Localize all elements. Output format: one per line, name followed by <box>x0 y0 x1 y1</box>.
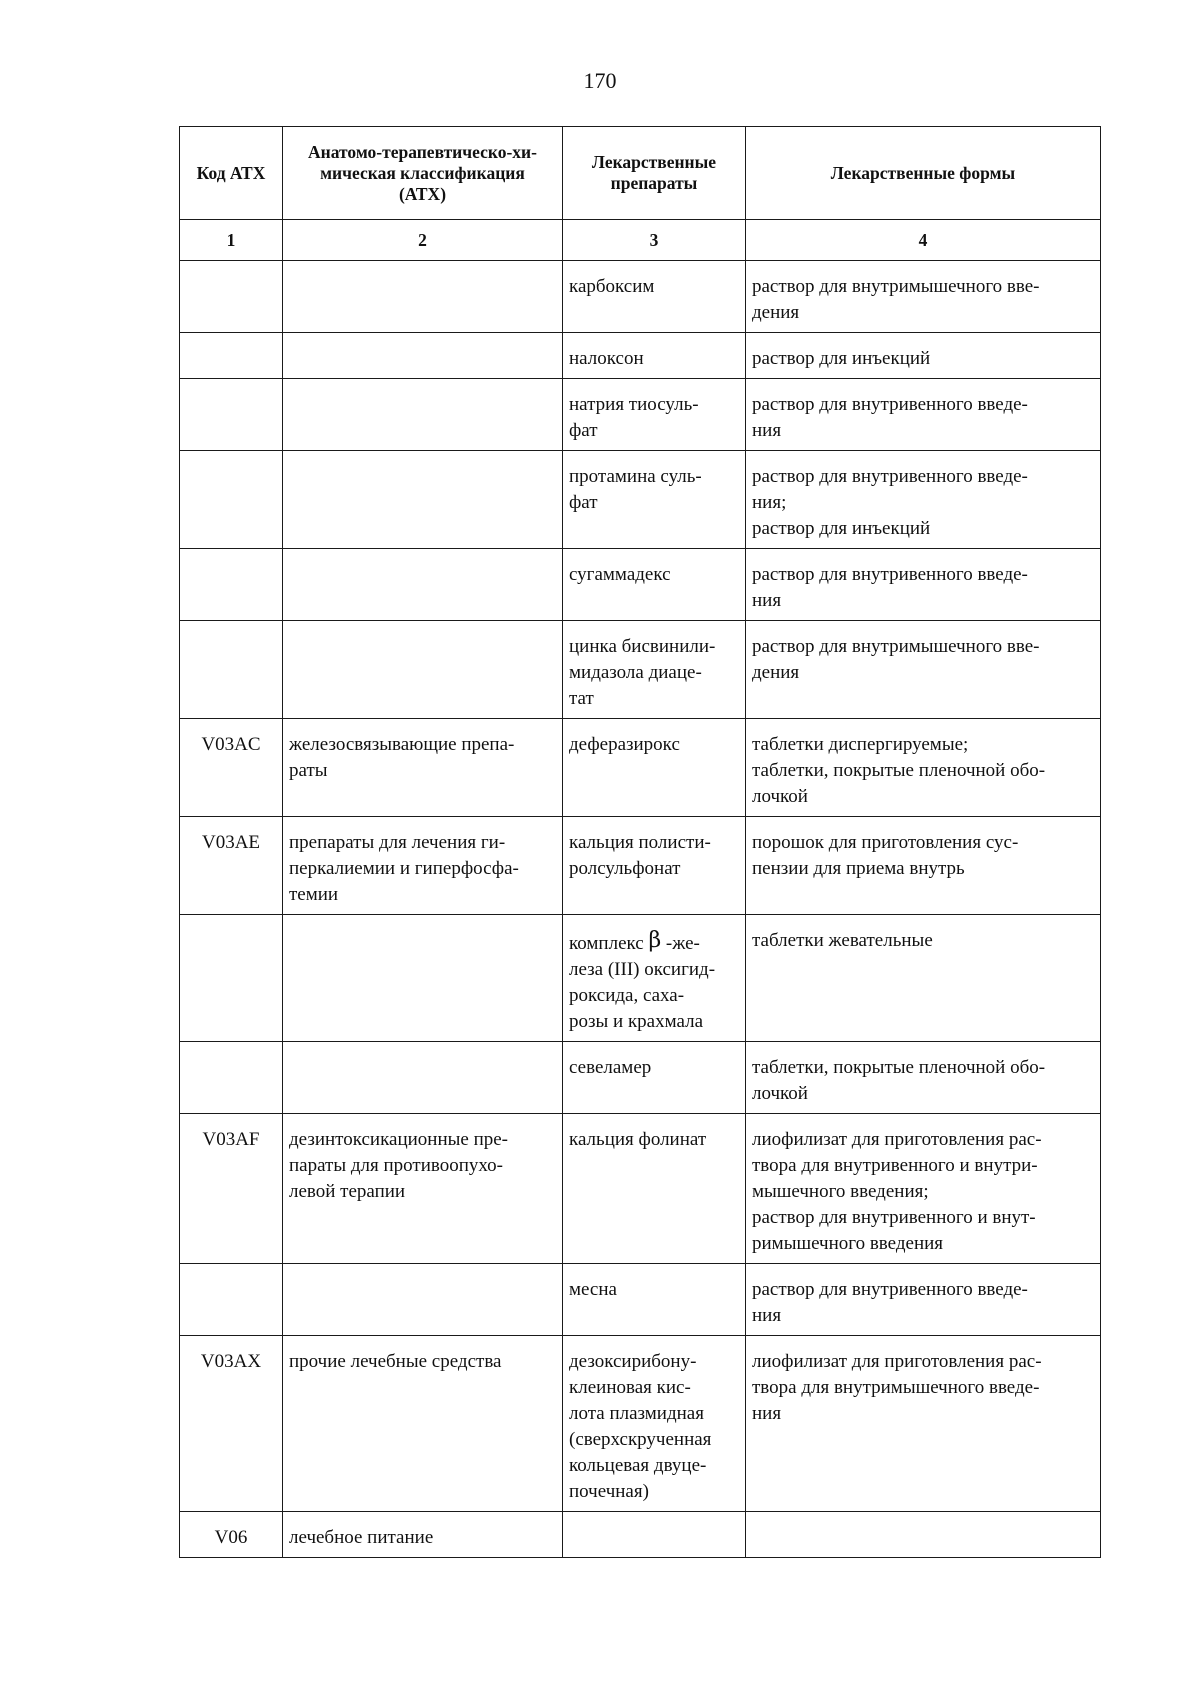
dosage-form-cell: раствор для внутримышечного вве- дения <box>746 261 1101 333</box>
dosage-form-cell: таблетки, покрытые пленочной обо- лочкой <box>746 1042 1101 1114</box>
drug-cell: карбоксим <box>563 261 746 333</box>
classification-cell <box>283 333 563 379</box>
table-row <box>180 817 1101 915</box>
page-number: 170 <box>583 68 617 93</box>
classification-cell <box>283 621 563 719</box>
drug-cell: протамина суль- фат <box>563 451 746 549</box>
drug-cell: дезоксирибону- клеиновая кис- лота плазмидная (сверхскрученная кольцевая двуце- почечная) <box>563 1336 746 1512</box>
drug-cell: кальция полисти- ролсульфонат <box>563 817 746 915</box>
table-row <box>180 451 1101 549</box>
table-row <box>180 1512 1101 1558</box>
dosage-form-cell: лиофилизат для приготовления рас- твора для внутримышечного введе- ния <box>746 1336 1101 1512</box>
dosage-form-cell: порошок для приготовления сус- пензии для приема внутрь <box>746 817 1101 915</box>
drug-cell: кальция фолинат <box>563 1114 746 1264</box>
classification-cell: лечебное питание <box>283 1512 563 1558</box>
drug-cell: цинка бисвинили- мидазола диаце- тат <box>563 621 746 719</box>
dosage-form-cell <box>746 1512 1101 1558</box>
atx-code-cell <box>180 915 283 1042</box>
dosage-form-cell: таблетки диспергируемые; таблетки, покрытые пленочной обо- лочкой <box>746 719 1101 817</box>
atx-code-cell: V03AE <box>180 817 283 915</box>
table-row <box>180 719 1101 817</box>
classification-cell <box>283 451 563 549</box>
classification-cell <box>283 549 563 621</box>
atx-drug-table <box>179 126 1101 1558</box>
atx-code-cell: V03AF <box>180 1114 283 1264</box>
drug-cell <box>563 915 746 1042</box>
classification-cell: препараты для лечения ги- перкалиемии и гиперфосфа- темии <box>283 817 563 915</box>
column-number: 4 <box>746 220 1101 261</box>
atx-code-cell <box>180 621 283 719</box>
atx-code-cell <box>180 549 283 621</box>
dosage-form-cell: раствор для внутривенного введе- ния <box>746 1264 1101 1336</box>
table-row <box>180 333 1101 379</box>
dosage-form-cell: раствор для внутривенного введе- ния <box>746 549 1101 621</box>
table-row <box>180 621 1101 719</box>
column-number: 1 <box>180 220 283 261</box>
table-row <box>180 1336 1101 1512</box>
drug-name-prefix: комплекс <box>569 933 649 954</box>
header-atx-classification: Анатомо-терапевтическо-хи- мическая классификация (АТХ) <box>283 127 563 220</box>
atx-code-cell <box>180 333 283 379</box>
classification-cell <box>283 1264 563 1336</box>
column-number: 3 <box>563 220 746 261</box>
atx-code-cell <box>180 379 283 451</box>
table-row <box>180 1264 1101 1336</box>
atx-code-cell <box>180 451 283 549</box>
atx-code-cell <box>180 1264 283 1336</box>
dosage-form-cell: раствор для внутривенного введе- ния <box>746 379 1101 451</box>
atx-code-cell: V06 <box>180 1512 283 1558</box>
table-row <box>180 261 1101 333</box>
classification-cell <box>283 379 563 451</box>
drug-cell: сугаммадекс <box>563 549 746 621</box>
drug-cell: севеламер <box>563 1042 746 1114</box>
header-drugs: Лекарственные препараты <box>563 127 746 220</box>
atx-code-cell <box>180 1042 283 1114</box>
table-row <box>180 549 1101 621</box>
column-number: 2 <box>283 220 563 261</box>
classification-cell <box>283 915 563 1042</box>
dosage-form-cell: раствор для инъекций <box>746 333 1101 379</box>
atx-code-cell: V03AC <box>180 719 283 817</box>
dosage-form-cell: лиофилизат для приготовления рас- твора для внутривенного и внутри- мышечного введения; раствор для внутривенного и внут- римышечного введения <box>746 1114 1101 1264</box>
beta-symbol: β <box>648 928 662 953</box>
classification-cell <box>283 1042 563 1114</box>
table-header-row <box>180 127 1101 220</box>
header-dosage-forms: Лекарственные формы <box>746 127 1101 220</box>
classification-cell: дезинтоксикационные пре- параты для противоопухо- левой терапии <box>283 1114 563 1264</box>
drug-cell: деферазирокс <box>563 719 746 817</box>
dosage-form-cell: таблетки жевательные <box>746 915 1101 1042</box>
table-row <box>180 1042 1101 1114</box>
classification-cell <box>283 261 563 333</box>
atx-code-cell <box>180 261 283 333</box>
dosage-form-cell: раствор для внутривенного введе- ния; раствор для инъекций <box>746 451 1101 549</box>
classification-cell: прочие лечебные средства <box>283 1336 563 1512</box>
table-row <box>180 379 1101 451</box>
table-row <box>180 915 1101 1042</box>
drug-cell: месна <box>563 1264 746 1336</box>
drug-cell <box>563 1512 746 1558</box>
dosage-form-cell: раствор для внутримышечного вве- дения <box>746 621 1101 719</box>
classification-cell: железосвязывающие препа- раты <box>283 719 563 817</box>
drug-name-suffix: -же- леза (III) оксигид- роксида, саха- розы и крахмала <box>569 933 716 1032</box>
table-row <box>180 1114 1101 1264</box>
header-atx-code: Код АТХ <box>180 127 283 220</box>
atx-code-cell: V03AX <box>180 1336 283 1512</box>
drug-cell: налоксон <box>563 333 746 379</box>
column-number-row <box>180 220 1101 261</box>
drug-cell: натрия тиосуль- фат <box>563 379 746 451</box>
